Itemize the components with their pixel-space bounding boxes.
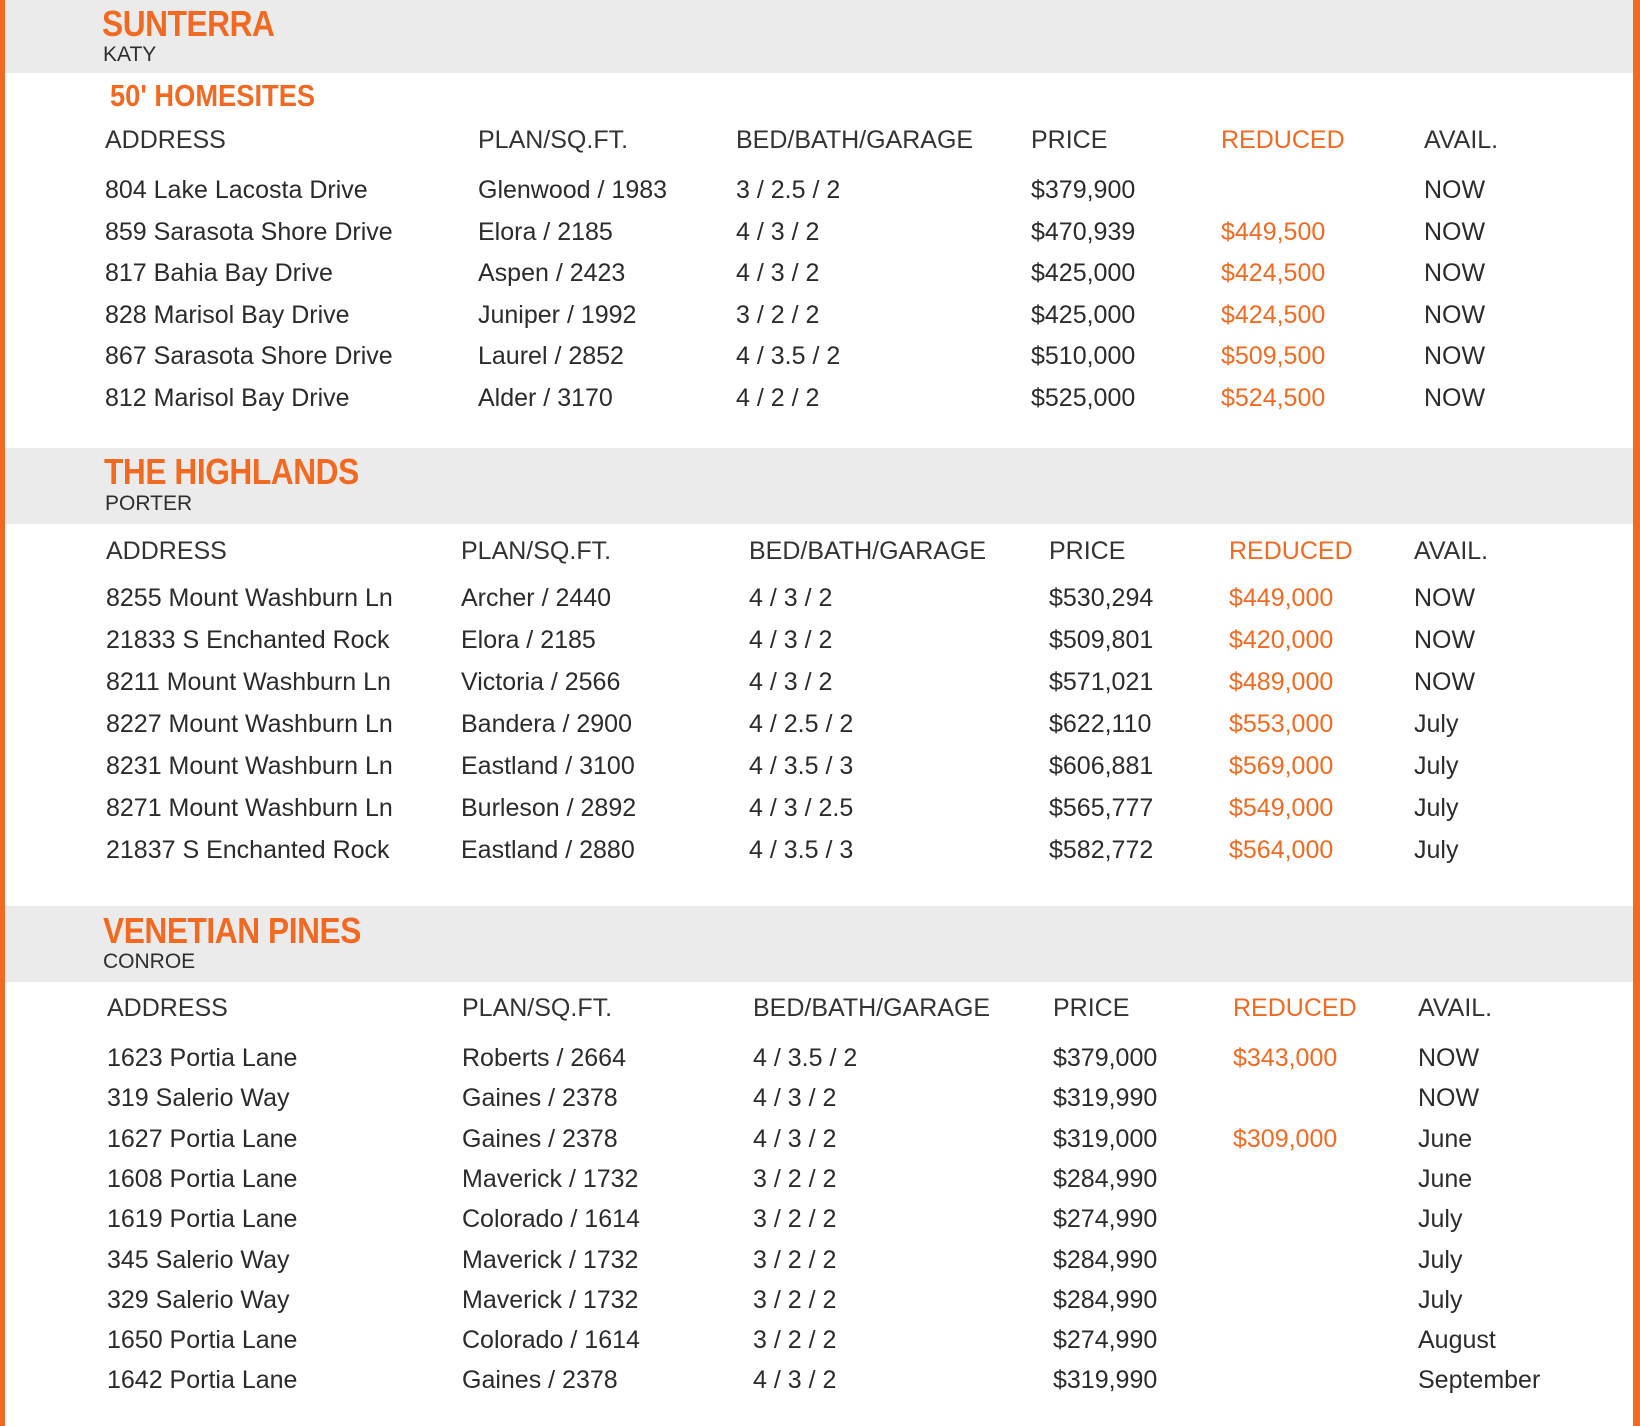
community-name: SUNTERRA: [102, 3, 275, 44]
cell-availability: July: [1418, 1205, 1463, 1234]
table-row: [5, 707, 1633, 741]
table-row: [5, 298, 1633, 332]
cell-address: 1619 Portia Lane: [107, 1205, 298, 1234]
column-header-bed-bath-garage: BED/BATH/GARAGE: [736, 126, 974, 154]
table-row: [5, 1081, 1633, 1115]
cell-availability: NOW: [1424, 176, 1486, 204]
section-header-sunterra: [5, 0, 1633, 73]
cell-price: $274,990: [1053, 1205, 1158, 1234]
cell-reduced: $449,500: [1221, 217, 1326, 246]
cell-address: 1608 Portia Lane: [107, 1164, 298, 1193]
column-header-availability: AVAIL.: [1418, 994, 1493, 1022]
table-header-row: [5, 991, 1633, 1025]
table-row: [5, 1283, 1633, 1317]
cell-plan: Colorado / 1614: [462, 1205, 640, 1234]
column-header-reduced: REDUCED: [1233, 994, 1357, 1022]
cell-availability: July: [1414, 752, 1459, 780]
cell-address: 828 Marisol Bay Drive: [105, 300, 350, 329]
cell-price: $571,021: [1049, 668, 1154, 696]
section-header-highlands: [5, 448, 1633, 524]
cell-address: 812 Marisol Bay Drive: [105, 383, 350, 412]
table-row: [5, 791, 1633, 825]
cell-bed-bath-garage: 3 / 2 / 2: [753, 1164, 837, 1193]
cell-address: 21837 S Enchanted Rock: [106, 836, 390, 864]
cell-bed-bath-garage: 3 / 2 / 2: [736, 300, 820, 329]
cell-price: $284,990: [1053, 1285, 1158, 1314]
cell-bed-bath-garage: 4 / 2 / 2: [736, 383, 820, 412]
cell-reduced: $553,000: [1229, 710, 1334, 738]
cell-plan: Bandera / 2900: [461, 710, 632, 738]
cell-address: 817 Bahia Bay Drive: [105, 259, 333, 287]
column-header-price: PRICE: [1049, 537, 1126, 565]
cell-plan: Laurel / 2852: [478, 342, 624, 370]
column-header-address: ADDRESS: [107, 994, 228, 1022]
cell-bed-bath-garage: 4 / 3 / 2: [749, 668, 833, 696]
cell-price: $319,990: [1053, 1084, 1158, 1113]
table-row: [5, 623, 1633, 657]
cell-plan: Burleson / 2892: [461, 794, 637, 822]
cell-bed-bath-garage: 4 / 3 / 2: [753, 1084, 837, 1113]
column-header-bed-bath-garage: BED/BATH/GARAGE: [749, 537, 987, 565]
cell-reduced: $343,000: [1233, 1044, 1338, 1072]
cell-plan: Eastland / 2880: [461, 836, 635, 864]
cell-bed-bath-garage: 4 / 3.5 / 2: [736, 342, 841, 370]
table-row: [5, 1041, 1633, 1075]
cell-bed-bath-garage: 4 / 3 / 2: [753, 1124, 837, 1153]
cell-availability: NOW: [1414, 668, 1476, 696]
cell-reduced: $449,000: [1229, 584, 1334, 612]
column-header-price: PRICE: [1053, 994, 1130, 1022]
cell-price: $425,000: [1031, 259, 1136, 287]
cell-address: 1642 Portia Lane: [107, 1366, 298, 1395]
cell-plan: Juniper / 1992: [478, 300, 637, 329]
cell-plan: Archer / 2440: [461, 584, 612, 612]
cell-address: 21833 S Enchanted Rock: [106, 626, 390, 654]
cell-availability: NOW: [1418, 1084, 1480, 1113]
cell-plan: Victoria / 2566: [461, 668, 621, 696]
cell-price: $565,777: [1049, 794, 1154, 822]
cell-price: $274,990: [1053, 1326, 1158, 1355]
cell-bed-bath-garage: 3 / 2 / 2: [753, 1285, 837, 1314]
cell-reduced: $420,000: [1229, 626, 1334, 654]
cell-reduced: $524,500: [1221, 383, 1326, 412]
cell-bed-bath-garage: 3 / 2 / 2: [753, 1245, 837, 1274]
cell-plan: Maverick / 1732: [462, 1245, 639, 1274]
cell-price: $425,000: [1031, 300, 1136, 329]
community-location: CONROE: [103, 950, 196, 973]
cell-bed-bath-garage: 3 / 2 / 2: [753, 1205, 837, 1234]
cell-plan: Gaines / 2378: [462, 1366, 618, 1395]
cell-address: 329 Salerio Way: [107, 1285, 290, 1314]
column-header-plan: PLAN/SQ.FT.: [478, 126, 629, 154]
cell-price: $525,000: [1031, 383, 1136, 412]
cell-availability: September: [1418, 1366, 1541, 1395]
cell-reduced: $309,000: [1233, 1124, 1338, 1153]
cell-address: 8271 Mount Washburn Ln: [106, 794, 393, 822]
column-header-plan: PLAN/SQ.FT.: [462, 994, 613, 1022]
cell-availability: June: [1418, 1164, 1473, 1193]
cell-plan: Eastland / 3100: [461, 752, 635, 780]
cell-address: 319 Salerio Way: [107, 1084, 290, 1113]
cell-plan: Gaines / 2378: [462, 1124, 618, 1153]
table-header-row: [5, 534, 1633, 568]
table-row: [5, 581, 1633, 615]
column-header-bed-bath-garage: BED/BATH/GARAGE: [753, 994, 991, 1022]
cell-bed-bath-garage: 4 / 3 / 2: [753, 1366, 837, 1395]
column-header-reduced: REDUCED: [1229, 537, 1353, 565]
column-header-price: PRICE: [1031, 126, 1108, 154]
cell-plan: Colorado / 1614: [462, 1326, 640, 1355]
cell-address: 1623 Portia Lane: [107, 1044, 298, 1072]
cell-reduced: $549,000: [1229, 794, 1334, 822]
cell-price: $379,000: [1053, 1044, 1158, 1072]
column-header-address: ADDRESS: [105, 126, 226, 154]
cell-address: 859 Sarasota Shore Drive: [105, 217, 393, 246]
cell-price: $379,900: [1031, 176, 1136, 204]
cell-availability: NOW: [1424, 383, 1486, 412]
table-row: [5, 665, 1633, 699]
cell-address: 8231 Mount Washburn Ln: [106, 752, 393, 780]
cell-price: $470,939: [1031, 217, 1136, 246]
cell-price: $509,801: [1049, 626, 1154, 654]
column-header-availability: AVAIL.: [1424, 126, 1499, 154]
column-header-availability: AVAIL.: [1414, 537, 1489, 565]
cell-availability: August: [1418, 1326, 1496, 1355]
cell-address: 345 Salerio Way: [107, 1245, 290, 1274]
cell-availability: NOW: [1414, 626, 1476, 654]
cell-address: 804 Lake Lacosta Drive: [105, 176, 368, 204]
cell-address: 8211 Mount Washburn Ln: [106, 668, 391, 696]
table-row: [5, 1363, 1633, 1397]
cell-reduced: $509,500: [1221, 342, 1326, 370]
table-row: [5, 1243, 1633, 1277]
cell-bed-bath-garage: 3 / 2.5 / 2: [736, 176, 841, 204]
cell-bed-bath-garage: 4 / 3.5 / 3: [749, 836, 854, 864]
table-row: [5, 339, 1633, 373]
cell-address: 8227 Mount Washburn Ln: [106, 710, 393, 738]
cell-price: $319,990: [1053, 1366, 1158, 1395]
table-row: [5, 749, 1633, 783]
cell-availability: NOW: [1424, 300, 1486, 329]
cell-bed-bath-garage: 4 / 3 / 2: [736, 217, 820, 246]
cell-availability: July: [1414, 794, 1459, 822]
cell-plan: Roberts / 2664: [462, 1044, 626, 1072]
cell-bed-bath-garage: 4 / 3 / 2: [749, 584, 833, 612]
table-row: [5, 381, 1633, 415]
cell-availability: NOW: [1418, 1044, 1480, 1072]
table-row: [5, 1323, 1633, 1357]
cell-availability: NOW: [1424, 259, 1486, 287]
cell-availability: NOW: [1424, 342, 1486, 370]
column-header-address: ADDRESS: [106, 537, 227, 565]
cell-price: $622,110: [1049, 710, 1152, 738]
table-row: [5, 1202, 1633, 1236]
cell-availability: July: [1418, 1285, 1463, 1314]
cell-reduced: $424,500: [1221, 259, 1326, 287]
table-row: [5, 215, 1633, 249]
cell-reduced: $564,000: [1229, 836, 1334, 864]
community-location: KATY: [103, 43, 157, 66]
column-header-plan: PLAN/SQ.FT.: [461, 537, 612, 565]
table-row: [5, 173, 1633, 207]
cell-address: 8255 Mount Washburn Ln: [106, 584, 393, 612]
cell-plan: Maverick / 1732: [462, 1164, 639, 1193]
cell-reduced: $489,000: [1229, 668, 1334, 696]
table-row: [5, 1122, 1633, 1156]
cell-availability: NOW: [1424, 217, 1486, 246]
cell-address: 1650 Portia Lane: [107, 1326, 298, 1355]
section-header-venetian-pines: [5, 906, 1633, 982]
table-row: [5, 833, 1633, 867]
cell-bed-bath-garage: 4 / 3 / 2: [736, 259, 820, 287]
table-header-row: [5, 123, 1633, 157]
cell-availability: July: [1414, 836, 1459, 864]
cell-reduced: $424,500: [1221, 300, 1326, 329]
cell-availability: July: [1418, 1245, 1463, 1274]
cell-price: $284,990: [1053, 1164, 1158, 1193]
cell-bed-bath-garage: 4 / 3 / 2: [749, 626, 833, 654]
cell-price: $284,990: [1053, 1245, 1158, 1274]
table-row: [5, 1162, 1633, 1196]
table-row: [5, 256, 1633, 290]
homesite-subheading: 50' HOMESITES: [110, 78, 316, 113]
cell-price: $510,000: [1031, 342, 1136, 370]
cell-price: $319,000: [1053, 1124, 1158, 1153]
cell-price: $582,772: [1049, 836, 1154, 864]
cell-bed-bath-garage: 4 / 3 / 2.5: [749, 794, 854, 822]
column-header-reduced: REDUCED: [1221, 126, 1345, 154]
cell-bed-bath-garage: 4 / 3.5 / 2: [753, 1044, 858, 1072]
cell-bed-bath-garage: 3 / 2 / 2: [753, 1326, 837, 1355]
cell-plan: Elora / 2185: [461, 626, 596, 654]
community-name: VENETIAN PINES: [103, 910, 361, 951]
cell-plan: Aspen / 2423: [478, 259, 626, 287]
community-name: THE HIGHLANDS: [104, 451, 359, 492]
cell-availability: June: [1418, 1124, 1473, 1153]
cell-plan: Alder / 3170: [478, 383, 613, 412]
cell-plan: Elora / 2185: [478, 217, 613, 246]
cell-plan: Gaines / 2378: [462, 1084, 618, 1113]
cell-price: $606,881: [1049, 752, 1154, 780]
cell-availability: July: [1414, 710, 1459, 738]
cell-address: 1627 Portia Lane: [107, 1124, 298, 1153]
cell-price: $530,294: [1049, 584, 1154, 612]
community-location: PORTER: [105, 492, 193, 515]
cell-bed-bath-garage: 4 / 3.5 / 3: [749, 752, 854, 780]
cell-reduced: $569,000: [1229, 752, 1334, 780]
cell-plan: Maverick / 1732: [462, 1285, 639, 1314]
cell-address: 867 Sarasota Shore Drive: [105, 342, 393, 370]
cell-availability: NOW: [1414, 584, 1476, 612]
cell-bed-bath-garage: 4 / 2.5 / 2: [749, 710, 854, 738]
cell-plan: Glenwood / 1983: [478, 176, 668, 204]
